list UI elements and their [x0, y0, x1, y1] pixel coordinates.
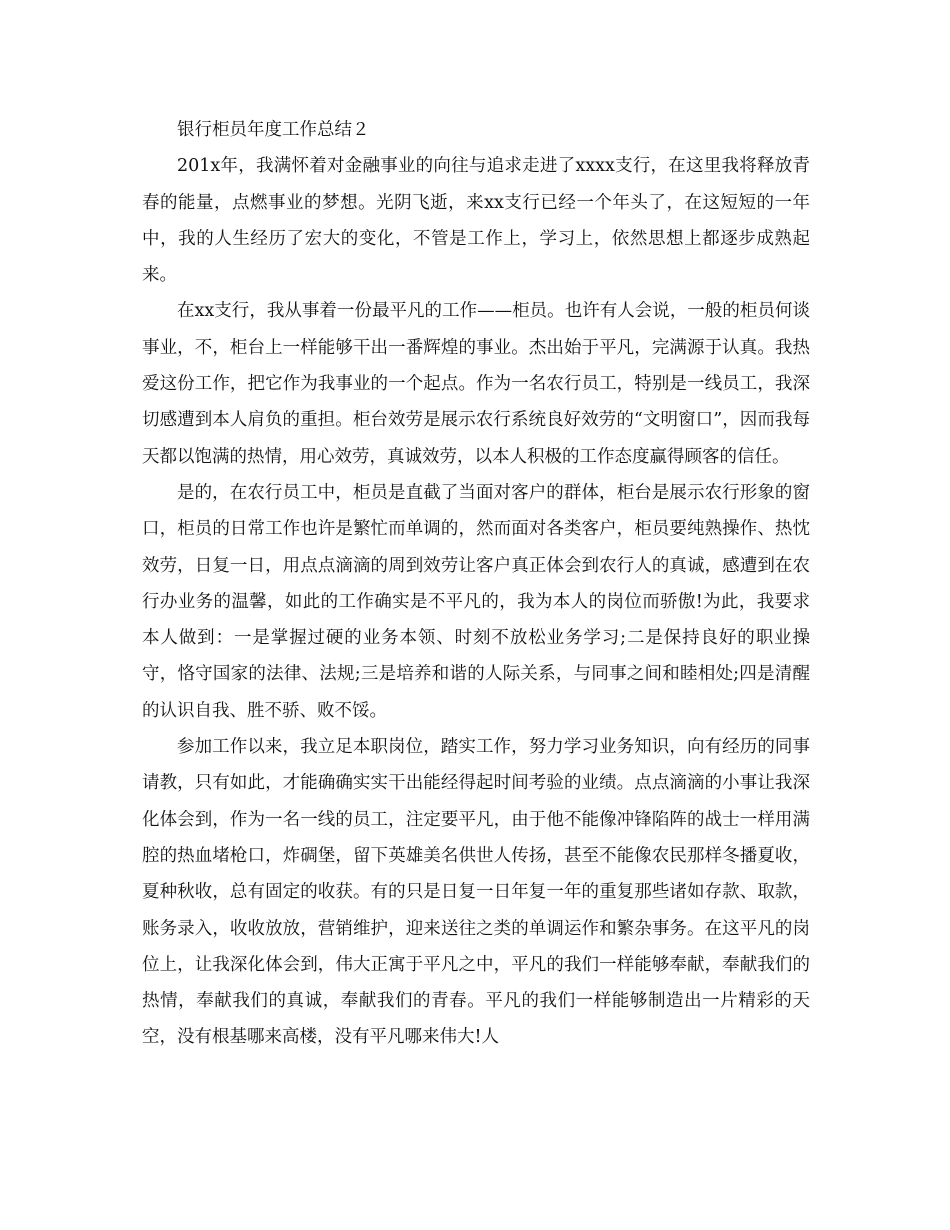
paragraph-4: 参加工作以来，我立足本职岗位，踏实工作，努力学习业务知识，向有经历的同事请教，只有如此，才能确确实实干出能经得起时间考验的业绩。点点滴滴的小事让我深化体会到，作为一名一线的员工，注定要平凡，由于他不能像冲锋陷阵的战士一样用满腔的热血堵枪口，炸碉堡，留下英雄美名供世人传扬，甚至不能像农民那样冬播夏收，夏种秋收，总有固定的收获。有的只是日复一日年复一年的重复那些诸如存款、取款，账务录入，收收放放，营销维护，迎来送往之类的单调运作和繁杂事务。在这平凡的岗位上，让我深化体会到，伟大正寓于平凡之中，平凡的我们一样能够奉献，奉献我们的热情，奉献我们的真诚，奉献我们的青春。平凡的我们一样能够制造出一片精彩的天空，没有根基哪来高楼，没有平凡哪来伟大!人 — [142, 737, 810, 1048]
document-title: 银行柜员年度工作总结２ — [177, 120, 370, 140]
document-body — [142, 112, 810, 1056]
paragraph-1: 201x年，我满怀着对金融事业的向往与追求走进了xxxx支行，在这里我将释放青春的能量，点燃事业的梦想。光阴飞逝，来xx支行已经一个年头了，在这短短的一年中，我的人生经历了宏大的变化，不管是工作上，学习上，依然思想上都逐步成熟起来。 — [142, 156, 810, 286]
paragraph-3: 是的，在农行员工中，柜员是直截了当面对客户的群体，柜台是展示农行形象的窗口，柜员的日常工作也许是繁忙而单调的，然而面对各类客户，柜员要纯熟操作、热忱效劳，日复一日，用点点滴滴的周到效劳让客户真正体会到农行人的真诚，感遭到在农行办业务的温馨，如此的工作确实是不平凡的，我为本人的岗位而骄傲!为此，我要求本人做到：一是掌握过硬的业务本领、时刻不放松业务学习;二是保持良好的职业操守，恪守国家的法律、法规;三是培养和谐的人际关系，与同事之间和睦相处;四是清醒的认识自我、胜不骄、败不馁。 — [142, 482, 810, 721]
paragraph-2: 在xx支行，我从事着一份最平凡的工作——柜员。也许有人会说，一般的柜员何谈事业，不，柜台上一样能够干出一番辉煌的事业。杰出始于平凡，完满源于认真。我热爱这份工作，把它作为我事业的一个起点。作为一名农行员工，特别是一线员工，我深切感遭到本人肩负的重担。柜台效劳是展示农行系统良好效劳的“文明窗口”，因而我每天都以饱满的热情，用心效劳，真诚效劳，以本人积极的工作态度赢得顾客的信任。 — [142, 301, 810, 467]
